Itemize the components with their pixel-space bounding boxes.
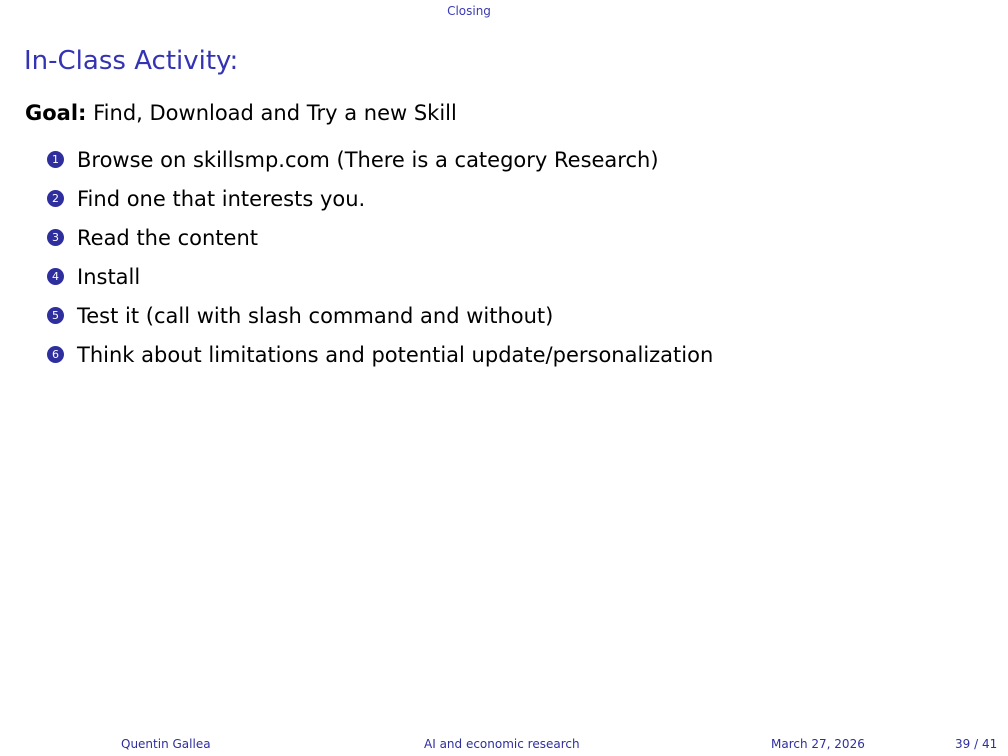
- step-number-badge: 1: [47, 151, 64, 168]
- step-item: [47, 179, 713, 218]
- footer: [0, 737, 1008, 753]
- step-number-badge: 4: [47, 268, 64, 285]
- frame-title: In-Class Activity:: [24, 46, 239, 76]
- footer-date: March 27, 2026: [771, 737, 865, 751]
- step-text: Think about limitations and potential update/personalization: [77, 342, 714, 367]
- goal-line: [25, 101, 457, 125]
- step-item: [47, 140, 713, 179]
- step-text: Test it (call with slash command and without): [77, 303, 554, 328]
- goal-label: Goal:: [25, 101, 87, 125]
- steps-list: [47, 140, 713, 374]
- step-item: [47, 335, 713, 374]
- footer-author: Quentin Gallea: [121, 737, 211, 751]
- footer-page-number: 39 / 41: [955, 737, 998, 751]
- step-item: [47, 218, 713, 257]
- step-item: [47, 257, 713, 296]
- step-text: Browse on skillsmp.com (There is a category Research): [77, 147, 659, 172]
- step-text: Install: [77, 264, 141, 289]
- section-header: Closing: [447, 4, 491, 18]
- step-number-badge: 6: [47, 346, 64, 363]
- step-number-badge: 5: [47, 307, 64, 324]
- step-number-badge: 3: [47, 229, 64, 246]
- step-text: Read the content: [77, 225, 258, 250]
- goal-text: Find, Download and Try a new Skill: [93, 101, 457, 125]
- step-text: Find one that interests you.: [77, 186, 366, 211]
- step-item: [47, 296, 713, 335]
- footer-title: AI and economic research: [424, 737, 580, 751]
- step-number-badge: 2: [47, 190, 64, 207]
